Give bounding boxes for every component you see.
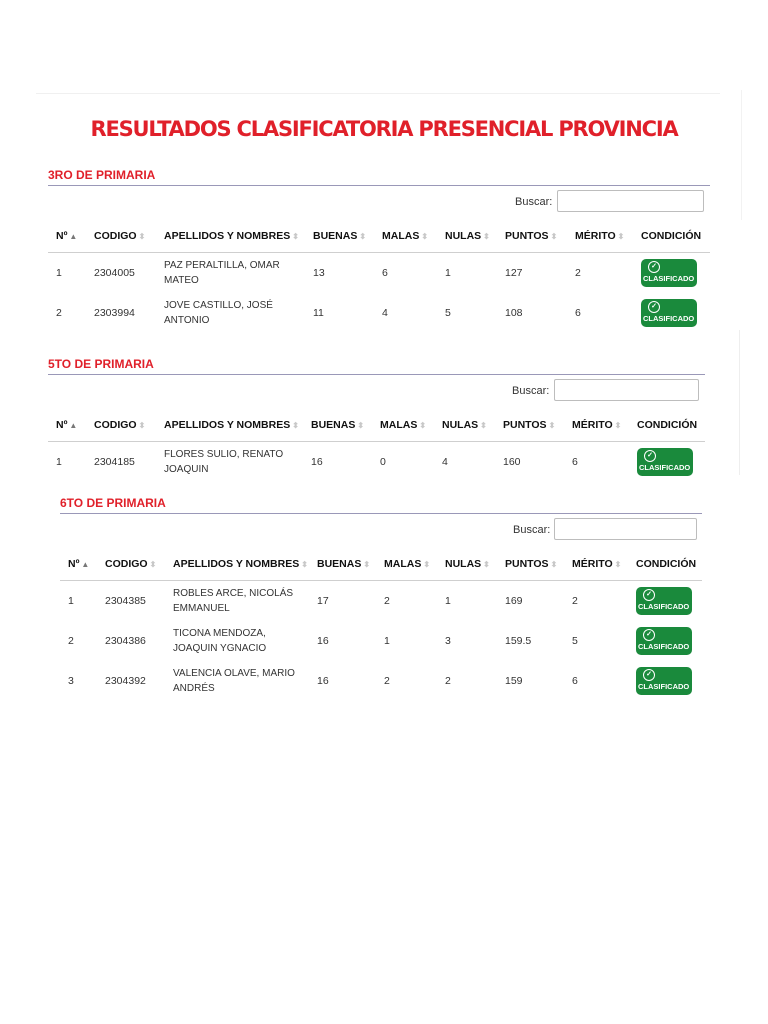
col-puntos[interactable]: PUNTOS ⬍: [495, 409, 564, 442]
cell-buenas: 16: [317, 634, 329, 647]
cell-puntos: 169: [505, 594, 523, 607]
cell-nulas: 4: [442, 455, 448, 468]
cell-nombre: FLORES SULIO, RENATO JOAQUIN: [164, 449, 284, 475]
section-rule: [60, 513, 702, 514]
sort-icon: ⬍: [359, 232, 367, 241]
cell-merito: 6: [572, 455, 578, 468]
table-row: [60, 661, 702, 701]
sort-icon: ⬍: [419, 421, 427, 430]
cell-n: 1: [56, 266, 62, 279]
top-divider: [36, 93, 720, 94]
table-row: [60, 621, 702, 661]
table-row: [48, 442, 705, 483]
status-badge: ✓ CLASIFICADO: [636, 627, 692, 655]
check-circle-icon: ✓: [644, 450, 656, 462]
search-row: [48, 379, 705, 405]
cell-merito: 5: [572, 634, 578, 647]
check-circle-icon: ✓: [643, 629, 655, 641]
col-nombre[interactable]: APELLIDOS Y NOMBRES ⬍: [156, 409, 303, 442]
col-buenas[interactable]: BUENAS ⬍: [303, 409, 372, 442]
section-title: 6TO DE PRIMARIA: [60, 496, 166, 510]
cell-nulas: 2: [445, 674, 451, 687]
search-label: Buscar:: [513, 524, 551, 536]
col-condicion[interactable]: CONDICIÓN: [628, 548, 702, 581]
results-table: [48, 220, 710, 333]
sort-icon: ⬍: [138, 421, 146, 430]
cell-buenas: 17: [317, 594, 329, 607]
sort-icon: ⬍: [483, 232, 490, 241]
table-header: [48, 409, 705, 442]
col-puntos[interactable]: PUNTOS ⬍: [497, 548, 564, 581]
cell-nulas: 5: [445, 306, 451, 319]
sort-icon: ⬍: [423, 560, 431, 569]
status-badge: ✓ CLASIFICADO: [636, 667, 692, 695]
cell-nombre: VALENCIA OLAVE, MARIO ANDRÉS: [173, 668, 295, 694]
col-puntos[interactable]: PUNTOS ⬍: [497, 220, 567, 253]
section-title: 5TO DE PRIMARIA: [48, 357, 154, 371]
col-buenas[interactable]: BUENAS ⬍: [305, 220, 374, 253]
sort-icon: ⬍: [138, 232, 146, 241]
section-rule: [48, 374, 705, 375]
cell-codigo: 2304005: [94, 266, 135, 279]
col-codigo[interactable]: CODIGO ⬍: [86, 409, 156, 442]
section-title: 3RO DE PRIMARIA: [48, 168, 156, 182]
cell-nulas: 3: [445, 634, 451, 647]
cell-nulas: 1: [445, 266, 451, 279]
cell-puntos: 159: [505, 674, 523, 687]
cell-malas: 4: [382, 306, 388, 319]
col-malas[interactable]: MALAS ⬍: [376, 548, 437, 581]
side-divider-upper: [741, 90, 742, 220]
check-circle-icon: ✓: [643, 589, 655, 601]
cell-n: 1: [56, 455, 62, 468]
sort-icon: ⬍: [292, 232, 299, 241]
cell-malas: 2: [384, 674, 390, 687]
sort-icon: ⬍: [149, 560, 157, 569]
cell-condicion: [628, 581, 702, 622]
cell-nombre: TICONA MENDOZA, JOAQUIN YGNACIO: [173, 628, 267, 654]
cell-nulas: 1: [445, 594, 451, 607]
status-badge: ✓ CLASIFICADO: [641, 299, 697, 327]
search-row: [60, 518, 702, 544]
section-3ro: [48, 166, 710, 333]
cell-malas: 6: [382, 266, 388, 279]
cell-codigo: 2304386: [105, 634, 146, 647]
search-label: Buscar:: [515, 196, 553, 208]
search-input[interactable]: [557, 190, 704, 212]
cell-merito: 2: [575, 266, 581, 279]
table-row: [48, 293, 710, 333]
section-rule: [48, 185, 710, 186]
cell-n: 2: [56, 306, 62, 319]
sort-icon: ⬍: [363, 560, 371, 569]
cell-condicion: [633, 293, 710, 333]
col-nulas[interactable]: NULAS ⬍: [437, 548, 497, 581]
cell-codigo: 2304385: [105, 594, 146, 607]
table-header: [48, 220, 710, 253]
search-label: Buscar:: [512, 385, 550, 397]
sort-icon: ⬍: [292, 421, 299, 430]
cell-condicion: [629, 442, 705, 483]
cell-puntos: 108: [505, 306, 523, 319]
col-codigo[interactable]: CODIGO ⬍: [97, 548, 165, 581]
results-table: [48, 409, 705, 482]
cell-codigo: 2303994: [94, 306, 135, 319]
search-row: [48, 190, 710, 216]
sort-icon: ⬍: [617, 232, 625, 241]
cell-nombre: JOVE CASTILLO, JOSÉ ANTONIO: [164, 300, 273, 326]
check-circle-icon: ✓: [648, 301, 660, 313]
sort-asc-icon: ▲: [69, 232, 78, 241]
col-buenas[interactable]: BUENAS ⬍: [309, 548, 376, 581]
section-6to: [60, 494, 702, 701]
col-codigo[interactable]: CODIGO ⬍: [86, 220, 156, 253]
col-malas[interactable]: MALAS ⬍: [374, 220, 437, 253]
cell-codigo: 2304392: [105, 674, 146, 687]
sort-icon: ⬍: [483, 560, 490, 569]
sort-icon: ⬍: [548, 421, 556, 430]
cell-buenas: 13: [313, 266, 325, 279]
search-input[interactable]: [554, 518, 697, 540]
col-n[interactable]: Nº ▲: [48, 220, 86, 253]
cell-puntos: 127: [505, 266, 523, 279]
check-circle-icon: ✓: [648, 261, 660, 273]
table-row: [48, 253, 710, 294]
section-5to: [48, 355, 705, 482]
side-divider: [739, 330, 740, 475]
sort-icon: ⬍: [421, 232, 429, 241]
col-condicion[interactable]: CONDICIÓN: [629, 409, 705, 442]
cell-malas: 1: [384, 634, 390, 647]
cell-nombre: ROBLES ARCE, NICOLÁS EMMANUEL: [173, 588, 294, 614]
sort-icon: ⬍: [614, 560, 622, 569]
col-nombre[interactable]: APELLIDOS Y NOMBRES ⬍: [165, 548, 309, 581]
sort-icon: ⬍: [357, 421, 365, 430]
table-row: [60, 581, 702, 622]
col-condicion[interactable]: CONDICIÓN: [633, 220, 710, 253]
col-merito[interactable]: MÉRITO ⬍: [567, 220, 633, 253]
search-input[interactable]: [554, 379, 699, 401]
sort-icon: ⬍: [480, 421, 487, 430]
sort-asc-icon: ▲: [81, 560, 90, 569]
sort-icon: ⬍: [301, 560, 308, 569]
cell-codigo: 2304185: [94, 455, 135, 468]
sort-icon: ⬍: [550, 560, 558, 569]
cell-buenas: 16: [317, 674, 329, 687]
cell-merito: 6: [572, 674, 578, 687]
col-n[interactable]: Nº ▲: [60, 548, 97, 581]
col-merito[interactable]: MÉRITO ⬍: [564, 409, 629, 442]
cell-buenas: 11: [313, 306, 324, 319]
sort-icon: ⬍: [614, 421, 622, 430]
col-nulas[interactable]: NULAS ⬍: [437, 220, 497, 253]
status-badge: ✓ CLASIFICADO: [636, 587, 692, 615]
cell-malas: 0: [380, 455, 386, 468]
cell-malas: 2: [384, 594, 390, 607]
col-merito[interactable]: MÉRITO ⬍: [564, 548, 628, 581]
check-circle-icon: ✓: [643, 669, 655, 681]
cell-n: 1: [68, 594, 74, 607]
cell-puntos: 160: [503, 455, 521, 468]
cell-n: 3: [68, 674, 74, 687]
status-badge: ✓ CLASIFICADO: [641, 259, 697, 287]
results-table: [60, 548, 702, 701]
col-nulas[interactable]: NULAS ⬍: [434, 409, 495, 442]
cell-condicion: [628, 661, 702, 701]
cell-merito: 2: [572, 594, 578, 607]
col-nombre[interactable]: APELLIDOS Y NOMBRES ⬍: [156, 220, 305, 253]
col-malas[interactable]: MALAS ⬍: [372, 409, 434, 442]
table-header: [60, 548, 702, 581]
cell-merito: 6: [575, 306, 581, 319]
cell-n: 2: [68, 634, 74, 647]
sort-asc-icon: ▲: [69, 421, 78, 430]
cell-condicion: [628, 621, 702, 661]
sort-icon: ⬍: [550, 232, 558, 241]
page-title: RESULTADOS CLASIFICATORIA PRESENCIAL PROVINCIA: [90, 117, 678, 141]
cell-condicion: [633, 253, 710, 294]
status-badge: ✓ CLASIFICADO: [637, 448, 693, 476]
col-n[interactable]: Nº ▲: [48, 409, 86, 442]
cell-nombre: PAZ PERALTILLA, OMAR MATEO: [164, 260, 280, 286]
cell-puntos: 159.5: [505, 634, 532, 647]
cell-buenas: 16: [311, 455, 323, 468]
